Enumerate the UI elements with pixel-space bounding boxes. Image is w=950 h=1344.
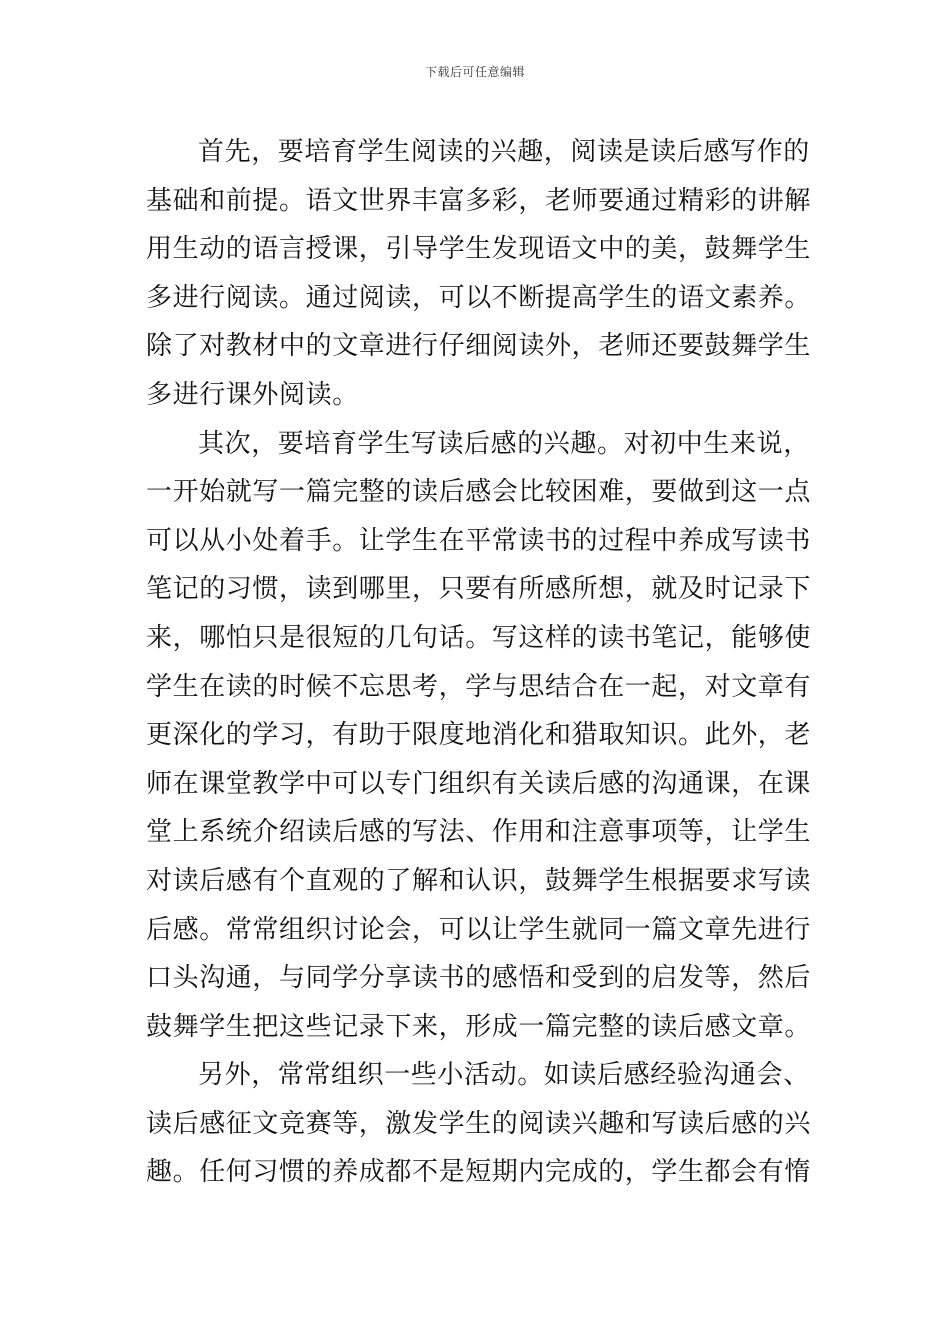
document-body	[146, 128, 812, 1197]
text-line: 读后感征文竞赛等，激发学生的阅读兴趣和写读后感的兴	[146, 1108, 812, 1139]
text-line: 首先，要培育学生阅读的兴趣，阅读是读后感写作的	[198, 137, 810, 167]
text-line: 另外，常常组织一些小活动。如读后感经验沟通会、	[198, 1060, 810, 1091]
paragraph-1	[146, 128, 812, 420]
page-header: 下载后可任意编辑	[424, 65, 525, 79]
text-line: 对读后感有个直观的了解和认识，鼓舞学生根据要求写读	[146, 865, 812, 896]
text-line: 一开始就写一篇完整的读后感会比较困难，要做到这一点	[146, 477, 812, 508]
text-line: 笔记的习惯，读到哪里，只要有所感所想，就及时记录下	[146, 574, 812, 605]
text-line: 其次，要培育学生写读后感的兴趣。对初中生来说，	[198, 428, 810, 459]
text-line: 多进行阅读。通过阅读，可以不断提高学生的语文素养。	[146, 282, 812, 313]
paragraph-2	[146, 420, 812, 1052]
text-line: 鼓舞学生把这些记录下来，形成一篇完整的读后感文章。	[146, 1011, 812, 1042]
text-line: 除了对教材中的文章进行仔细阅读外，老师还要鼓舞学生	[146, 331, 812, 362]
text-line: 师在课堂教学中可以专门组织有关读后感的沟通课，在课	[146, 768, 812, 799]
text-line: 更深化的学习，有助于限度地消化和猎取知识。此外，老	[146, 720, 812, 751]
text-line: 学生在读的时候不忘思考，学与思结合在一起，对文章有	[146, 671, 812, 702]
text-line: 基础和前提。语文世界丰富多彩，老师要通过精彩的讲解	[146, 185, 812, 216]
text-line: 口头沟通，与同学分享读书的感悟和受到的启发等，然后	[146, 963, 812, 994]
text-line: 趣。任何习惯的养成都不是短期内完成的，学生都会有惰	[146, 1157, 812, 1188]
text-line: 堂上系统介绍读后感的写法、作用和注意事项等，让学生	[146, 817, 812, 848]
text-line: 多进行课外阅读。	[146, 379, 359, 410]
text-line: 后感。常常组织讨论会，可以让学生就同一篇文章先进行	[146, 914, 812, 945]
paragraph-3	[146, 1051, 812, 1197]
text-line: 来，哪怕只是很短的几句话。写这样的读书笔记，能够使	[146, 622, 812, 653]
text-line: 可以从小处着手。让学生在平常读书的过程中养成写读书	[146, 525, 812, 556]
text-line: 用生动的语言授课，引导学生发现语文中的美，鼓舞学生	[146, 234, 812, 265]
